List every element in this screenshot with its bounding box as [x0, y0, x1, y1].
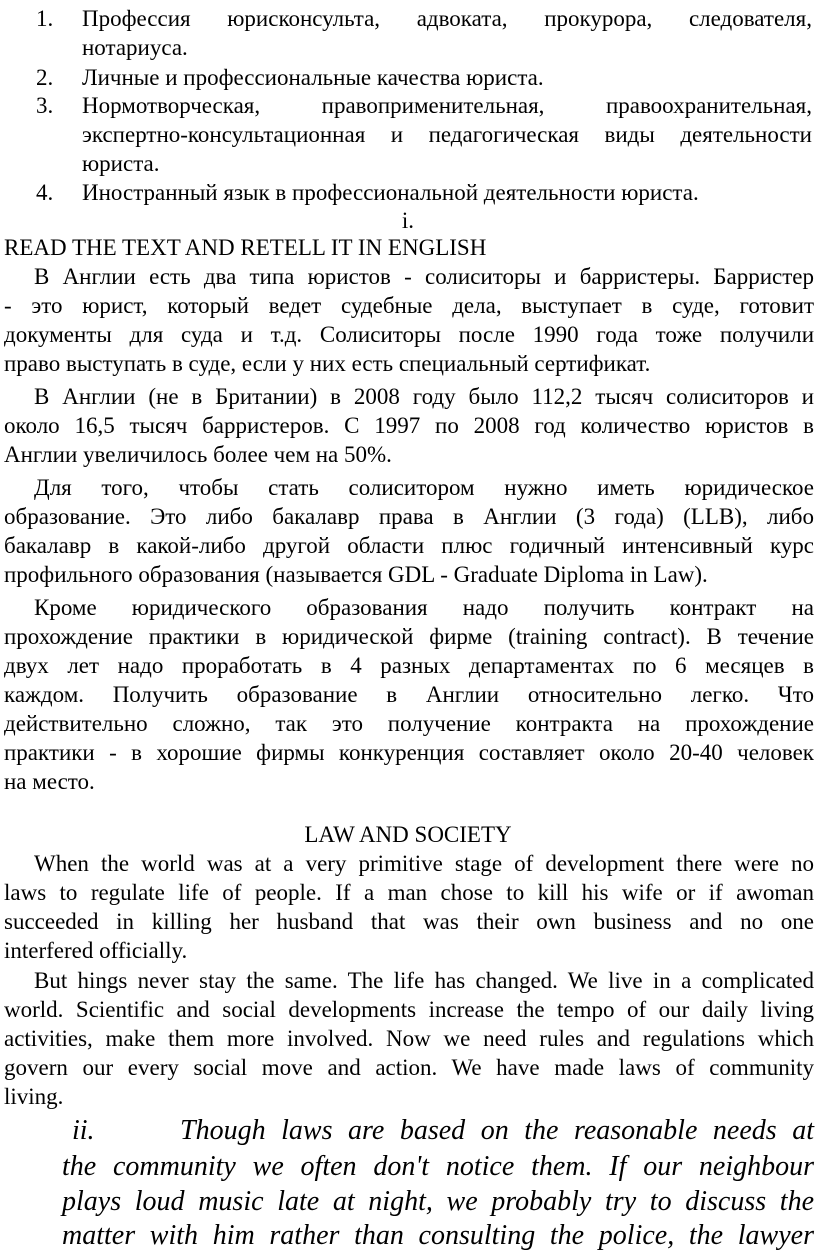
list-item-line: экспертно-консультационная и педагогическая виды деятельности: [82, 122, 812, 147]
list-item-line: Иностранный язык в профессиональной деятельности юриста.: [82, 180, 699, 205]
paragraph-line: бакалавр в какой-либо другой области плюс годичный интенсивный курс: [4, 533, 814, 558]
list-number: 2.: [36, 65, 54, 90]
paragraph-line: Для того, чтобы стать солиситором нужно иметь юридическое: [34, 475, 814, 500]
section-heading: READ THE TEXT AND RETELL IT IN ENGLISH: [4, 235, 487, 260]
paragraph-line: living.: [4, 1084, 64, 1109]
italic-line: the community we often don't notice them. If our neighbour: [62, 1151, 814, 1182]
paragraph-line: около 16,5 тысяч барристеров. С 1997 по 2008 год количество юристов в: [4, 413, 814, 438]
list-number: 1.: [36, 6, 54, 31]
italic-line: Though laws are based on the reasonable needs at: [180, 1115, 814, 1146]
list-item-line: Нормотворческая, правоприменительная, правоохранительная,: [82, 93, 812, 118]
list-item-line: нотариуса.: [82, 35, 188, 60]
paragraph-line: на место.: [4, 769, 95, 794]
paragraph-line: право выступать в суде, если у них есть специальный сертификат.: [4, 351, 651, 376]
paragraph-line: действительно сложно, так это получение контракта на прохождение: [4, 711, 814, 736]
paragraph-line: прохождение практики в юридической фирме (training contract). В течение: [4, 624, 814, 649]
paragraph-line: профильного образования (называется GDL - Graduate Diploma in Law).: [4, 562, 708, 587]
paragraph-line: laws to regulate life of people. If a man chose to kill his wife or if awoman: [4, 880, 814, 905]
paragraph-line: В Англии (не в Британии) в 2008 году было 112,2 тысяч солиситоров и: [34, 384, 814, 409]
paragraph-line: world. Scientific and social developments increase the tempo of our daily living: [4, 997, 814, 1022]
paragraph-line: govern our every social move and action. We have made laws of community: [4, 1055, 814, 1080]
list-item-line: юриста.: [82, 151, 160, 176]
paragraph-line: Англии увеличилось более чем на 50%.: [4, 442, 392, 467]
paragraph-line: двух лет надо проработать в 4 разных департаментах по 6 месяцев в: [4, 653, 814, 678]
paragraph-line: interfered officially.: [4, 938, 188, 963]
list-number: 4.: [36, 180, 54, 205]
section-marker-ii: ii.: [72, 1115, 95, 1146]
english-title: LAW AND SOCIETY: [304, 822, 512, 847]
paragraph-line: But hings never stay the same. The life has changed. We live in a complicated: [34, 968, 814, 993]
paragraph-line: документы для суда и т.д. Солиситоры после 1990 года тоже получили: [4, 322, 814, 347]
paragraph-line: образование. Это либо бакалавр права в Англии (3 года) (LLB), либо: [4, 504, 814, 529]
paragraph-line: - это юрист, который ведет судебные дела, выступает в суде, готовит: [4, 293, 814, 318]
list-number: 3.: [36, 93, 54, 118]
paragraph-line: Кроме юридического образования надо получить контракт на: [34, 595, 814, 620]
paragraph-line: succeeded in killing her husband that was their own business and no one: [4, 909, 814, 934]
italic-line: matter with him rather than consulting the police, the lawyer: [62, 1220, 814, 1251]
italic-line: plays loud music late at night, we probably try to discuss the: [62, 1186, 814, 1217]
list-item-line: Профессия юрисконсульта, адвоката, прокурора, следователя,: [82, 6, 812, 31]
section-marker-i: i.: [401, 208, 415, 233]
paragraph-line: When the world was at a very primitive stage of development there were no: [34, 851, 814, 876]
paragraph-line: activities, make them more involved. Now we need rules and regulations which: [4, 1026, 814, 1051]
paragraph-line: практики - в хорошие фирмы конкуренция составляет около 20-40 человек: [4, 740, 814, 765]
paragraph-line: В Англии есть два типа юристов - солиситоры и барристеры. Барристер: [34, 264, 814, 289]
paragraph-line: каждом. Получить образование в Англии относительно легко. Что: [4, 682, 814, 707]
list-item-line: Личные и профессиональные качества юриста.: [82, 65, 544, 90]
